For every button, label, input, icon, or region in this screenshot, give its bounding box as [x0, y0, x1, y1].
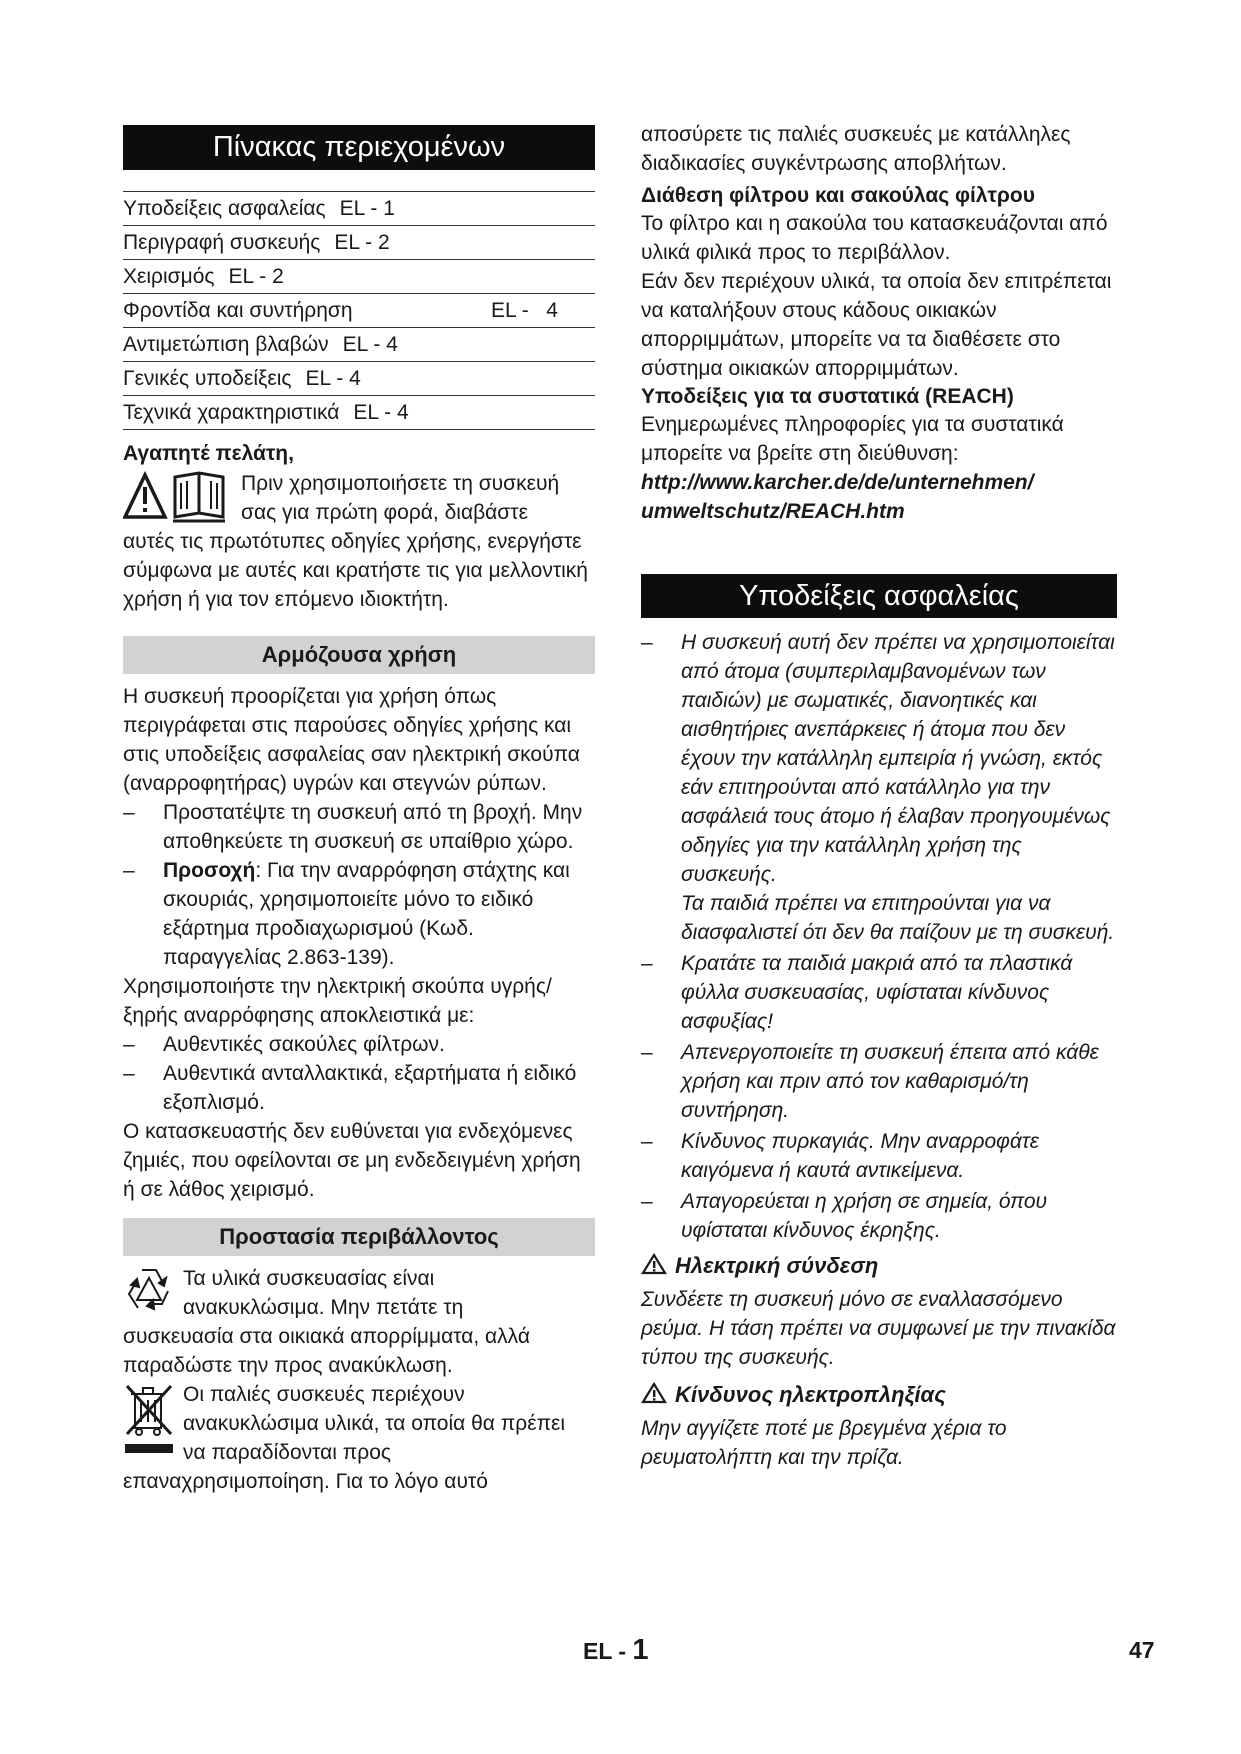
intended-use-para: Η συσκευή προορίζεται για χρήση όπως περιγράφεται στις παρούσες οδηγίες χρήσης και στις υποδείξεις ασφαλείας σαν ηλεκτρική σκούπα (αναρροφητήρας) υγρών και στεγνών ρύπων. — [123, 685, 580, 795]
toc-row[interactable]: Υποδείξεις ασφαλείας EL - 1 — [123, 192, 595, 226]
env-heading: Προστασία περιβάλλοντος — [123, 1218, 595, 1256]
recycle-icon — [123, 1264, 175, 1318]
shock-hazard-heading: Κίνδυνος ηλεκτροπληξίας — [641, 1380, 1117, 1410]
list-item: – Απαγορεύεται η χρήση σε σημεία, όπου υφίσταται κίνδυνος έκρηξης. — [641, 1190, 1048, 1242]
reach-para: Ενημερωμένες πληροφορίες για τα συστατικά μπορείτε να βρείτε στη διεύθυνση: — [641, 413, 1064, 465]
toc-table — [123, 191, 595, 430]
list-item: – Προσοχή: Για την αναρρόφηση στάχτης και σκουριάς, χρησιμοποιείτε μόνο το ειδικό εξάρτημα προδιαχωρισμού (Κωδ. παραγγελίας 2.863-139). — [123, 859, 570, 969]
toc-row[interactable]: Χειρισμός EL - 2 — [123, 260, 595, 294]
safety-list — [641, 628, 1117, 1245]
list-item: – Η συσκευή αυτή δεν πρέπει να χρησιμοποιείται από άτομα (συμπεριλαμβανομένων των παιδιών) με σωματικές, διανοητικές και αισθητήριες ανεπάρκειες ή άτομα που δεν έχουν την κατάλληλη εμπειρία ή γνώση, εκτός εάν επιτηρούνται από κατάλληλο για την ασφάλειά τους άτομο ή έλαβαν προηγουμένως οδηγίες για την κατάλληλη χρήση της συσκευής. — [641, 631, 1115, 886]
weee-bin-icon — [123, 1380, 175, 1460]
list-item: – Κρατάτε τα παιδιά μακριά από τα πλαστικά φύλλα συσκευασίας, υφίσταται κίνδυνος ασφυξίας! — [641, 952, 1073, 1033]
list-item: – Αυθεντικά ανταλλακτικά, εξαρτήματα ή ειδικό εξοπλισμό. — [123, 1062, 577, 1114]
list-item: – Αυθεντικές σακούλες φίλτρων. — [123, 1033, 445, 1056]
shock-hazard-para: Μην αγγίζετε ποτέ με βρεγμένα χέρια το ρευματολήπτη και την πρίζα. — [641, 1417, 1007, 1469]
filter-para2: Εάν δεν περιέχουν υλικά, τα οποία δεν επιτρέπεται να καταλήξουν στους κάδους οικιακών απορριμμάτων, μπορείτε να τα διαθέσετε στο σύστημα οικιακών απορριμμάτων. — [641, 270, 1112, 380]
toc-title: Πίνακας περιεχομένων — [123, 125, 595, 170]
left-column — [123, 125, 595, 1496]
intro-block: Πριν χρησιμοποιήσετε τη συσκευή σας για πρώτη φορά, διαβάστε αυτές τις πρωτότυπες οδηγίες χρήσης, ενεργήστε σύμφωνα με αυτές και κρατήστε τις για μελλοντική χρήση ή για τον επόμενο ιδιοκτήτη. — [123, 469, 595, 614]
intended-use-heading: Αρμόζουσα χρήση — [123, 636, 595, 674]
toc-row[interactable]: Φροντίδα και συντήρηση EL - 4 — [123, 294, 595, 328]
reach-link[interactable]: http://www.karcher.de/de/unternehmen/ umweltschutz/REACH.htm — [641, 471, 1034, 523]
toc-row[interactable]: Τεχνικά χαρακτηριστικά EL - 4 — [123, 396, 595, 430]
filter-para1: Το φίλτρο και η σακούλα του κατασκευάζονται από υλικά φιλικά προς το περιβάλλον. — [641, 212, 1108, 264]
warning-icon — [641, 1382, 667, 1404]
list-item: Τα παιδιά πρέπει να επιτηρούνται για να διασφαλιστεί ότι δεν θα παίζουν με τη συσκευή. — [681, 892, 1115, 944]
recycle-block: Τα υλικά συσκευασίας είναι ανακυκλώσιμα. Μην πετάτε τη συσκευασία στα οικιακά απορρίμματα, αλλά παραδώστε την προς ανακύκλωση. — [123, 1264, 595, 1380]
intended-use-para2: Χρησιμοποιήστε την ηλεκτρική σκούπα υγρής/ξηρής αναρρόφησης αποκλειστικά με: — [123, 975, 552, 1027]
intended-use-para3: Ο κατασκευαστής δεν ευθύνεται για ενδεχόμενες ζημιές, που οφείλονται σε μη ενδεδειγμένη χρήση ή σε λάθος χειρισμό. — [123, 1120, 581, 1201]
electric-connection-para: Συνδέετε τη συσκευή μόνο σε εναλλασσόμενο ρεύμα. Η τάση πρέπει να συμφωνεί με την πινακίδα τύπου της συσκευής. — [641, 1288, 1116, 1369]
warning-manual-icon — [123, 469, 233, 527]
section-page-number: EL - 1 — [583, 1634, 649, 1666]
electric-connection-heading: Ηλεκτρική σύνδεση — [641, 1251, 1117, 1281]
toc-row[interactable]: Αντιμετώπιση βλαβών EL - 4 — [123, 328, 595, 362]
toc-row[interactable]: Γενικές υποδείξεις EL - 4 — [123, 362, 595, 396]
reach-heading: Υποδείξεις για τα συστατικά (REACH) — [641, 385, 1014, 408]
toc-row[interactable]: Περιγραφή συσκευής EL - 2 — [123, 226, 595, 260]
intro-heading: Αγαπητέ πελάτη, — [123, 442, 294, 465]
filter-heading: Διάθεση φίλτρου και σακούλας φίλτρου — [641, 184, 1035, 207]
weee-block: Οι παλιές συσκευές περιέχουν ανακυκλώσιμα υλικά, τα οποία θα πρέπει να παραδίδονται προς επαναχρησιμοποίηση. Για το λόγο αυτό — [123, 1380, 595, 1496]
list-item: – Απενεργοποιείτε τη συσκευή έπειτα από κάθε χρήση και πριν από τον καθαρισμό/τη συντήρηση. — [641, 1041, 1099, 1122]
right-column — [641, 120, 1117, 1472]
warning-icon — [641, 1253, 667, 1275]
list-item: – Κίνδυνος πυρκαγιάς. Μην αναρροφάτε καιγόμενα ή καυτά αντικείμενα. — [641, 1130, 1039, 1182]
safety-title: Υποδείξεις ασφαλείας — [641, 574, 1117, 618]
list-item: – Προστατέψτε τη συσκευή από τη βροχή. Μην αποθηκεύετε τη συσκευή σε υπαίθριο χώρο. — [123, 801, 583, 853]
page-number: 47 — [1129, 1637, 1155, 1663]
env-continuation: αποσύρετε τις παλιές συσκευές με κατάλληλες διαδικασίες συγκέντρωσης αποβλήτων. — [641, 123, 1071, 175]
